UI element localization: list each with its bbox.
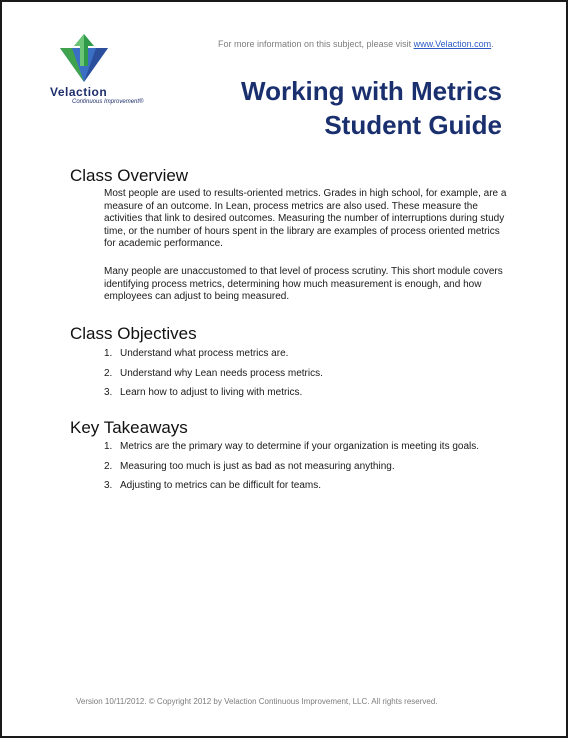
list-item bbox=[104, 348, 508, 361]
list-number: 3. bbox=[104, 480, 113, 491]
class-objectives-heading: Class Objectives bbox=[70, 324, 197, 343]
list-number: 2. bbox=[104, 367, 113, 379]
list-item-text: Adjusting to metrics can be difficult for teams. bbox=[120, 480, 322, 491]
info-suffix: . bbox=[491, 39, 494, 49]
overview-paragraph-1: Most people are used to results-oriented metrics. Grades in high school, for example, are a measure of an outcome. In Lean, process metrics are also used. These measure the activities that link to desired outcomes. Measuring the number of interruptions during study time, or the number of hours spent in the library are examples of process oriented metrics for academic performance. bbox=[104, 188, 507, 249]
list-number: 1. bbox=[104, 348, 113, 359]
list-number: 1. bbox=[104, 441, 113, 452]
list-item bbox=[104, 387, 508, 400]
class-overview-heading: Class Overview bbox=[70, 166, 189, 185]
key-takeaways-heading: Key Takeaways bbox=[70, 418, 188, 437]
list-number: 2. bbox=[104, 460, 113, 472]
logo-tagline: Continuous Improvement® bbox=[72, 99, 144, 105]
list-item-text: Learn how to adjust to living with metrics. bbox=[120, 387, 303, 398]
list-item-text: Measuring too much is just as bad as not measuring anything. bbox=[120, 460, 395, 472]
list-item bbox=[104, 441, 508, 454]
document-title bbox=[241, 74, 502, 142]
takeaways-list bbox=[104, 441, 508, 500]
title-line-1: Working with Metrics bbox=[241, 76, 502, 106]
list-item-text: Understand what process metrics are. bbox=[120, 348, 289, 359]
list-item bbox=[104, 480, 508, 493]
list-item-text: Metrics are the primary way to determine if your organization is meeting its goals. bbox=[120, 441, 480, 452]
velaction-logo bbox=[48, 32, 152, 112]
overview-paragraph-2: Many people are unaccustomed to that level of process scrutiny. This short module covers identifying process metrics, determining how much measurement is enough, and how employees can adjust to being measured. bbox=[104, 266, 503, 302]
list-item bbox=[104, 368, 508, 381]
title-line-2: Student Guide bbox=[324, 110, 502, 140]
website-link[interactable]: www.Velaction.com bbox=[413, 39, 492, 49]
list-item-text: Understand why Lean needs process metrics. bbox=[120, 367, 323, 379]
list-number: 3. bbox=[104, 387, 113, 398]
copyright-footer: Version 10/11/2012. © Copyright 2012 by Velaction Continuous Improvement, LLC. All rights reserved. bbox=[76, 697, 438, 706]
objectives-list bbox=[104, 348, 508, 407]
logo-name: Velaction bbox=[50, 85, 108, 99]
list-item bbox=[104, 461, 508, 474]
velaction-logo-icon bbox=[54, 32, 114, 84]
info-text: For more information on this subject, please visit bbox=[218, 39, 414, 49]
info-line bbox=[218, 39, 494, 49]
